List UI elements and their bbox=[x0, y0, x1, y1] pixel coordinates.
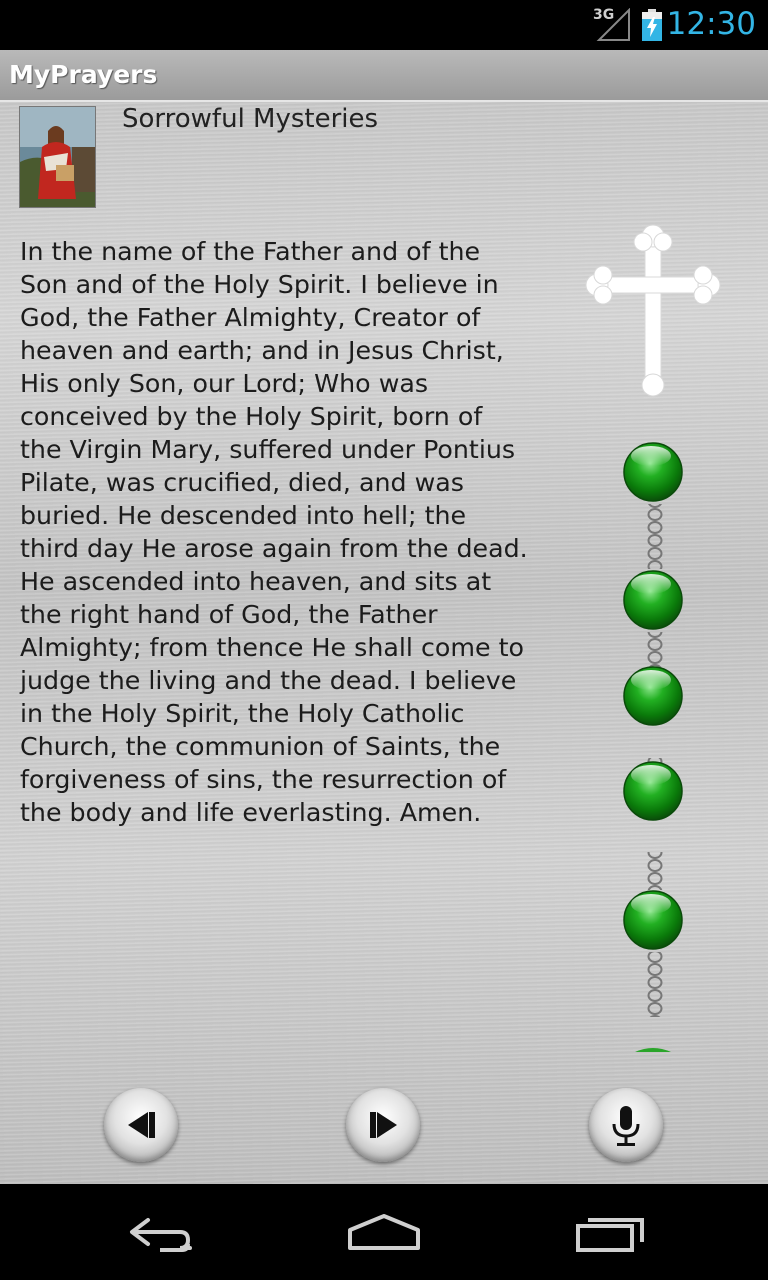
back-icon[interactable] bbox=[120, 1204, 200, 1260]
rosary[interactable] bbox=[585, 222, 725, 1052]
rosary-bead[interactable] bbox=[624, 891, 682, 949]
microphone-button[interactable] bbox=[589, 1088, 663, 1162]
next-icon bbox=[346, 1088, 420, 1162]
navigation-bar bbox=[0, 1184, 768, 1280]
chain-link bbox=[643, 852, 663, 890]
app-title: MyPrayers bbox=[9, 60, 158, 89]
battery-charging-icon bbox=[642, 9, 662, 41]
action-bar bbox=[0, 50, 768, 102]
rosary-bead[interactable] bbox=[624, 667, 682, 725]
clock: 12:30 bbox=[666, 6, 756, 42]
previous-button[interactable] bbox=[104, 1088, 178, 1162]
rosary-bead[interactable] bbox=[624, 571, 682, 629]
previous-icon bbox=[104, 1088, 178, 1162]
prayer-screen bbox=[0, 102, 768, 1184]
mystery-image bbox=[19, 106, 96, 208]
cross-icon bbox=[586, 225, 720, 396]
chain-link bbox=[643, 952, 663, 1017]
recent-apps-icon[interactable] bbox=[570, 1204, 650, 1260]
signal-icon bbox=[593, 8, 631, 42]
network-type: 3G bbox=[593, 7, 615, 23]
microphone-icon bbox=[589, 1088, 663, 1162]
status-bar bbox=[0, 0, 768, 50]
rosary-bead[interactable] bbox=[624, 762, 682, 820]
chain-link bbox=[643, 504, 663, 569]
home-icon[interactable] bbox=[344, 1204, 424, 1260]
rosary-bead[interactable] bbox=[624, 443, 682, 501]
rosary-bead[interactable] bbox=[635, 1048, 671, 1052]
next-button[interactable] bbox=[346, 1088, 420, 1162]
prayer-text: In the name of the Father and of the Son and of the Holy Spirit. I believe in God, the Father Almighty, Creator of heaven and earth; and in Jesus Christ, His only Son, our Lord; Who was conceived by the Holy Spirit, born of the Virgin Mary, suffered under Pontius Pilate, was crucified, died, and was buried. He descended into hell; the third day He arose again from the dead. He ascended into heaven, and sits at the right hand of God, the Father Almighty; from thence He shall come to judge the living and the dead. I believe in the Holy Spirit, the Holy Catholic Church, the communion of Saints, the forgiveness of sins, the resurrection of the body and life everlasting. Amen. bbox=[20, 237, 528, 827]
mystery-title: Sorrowful Mysteries bbox=[122, 104, 379, 134]
